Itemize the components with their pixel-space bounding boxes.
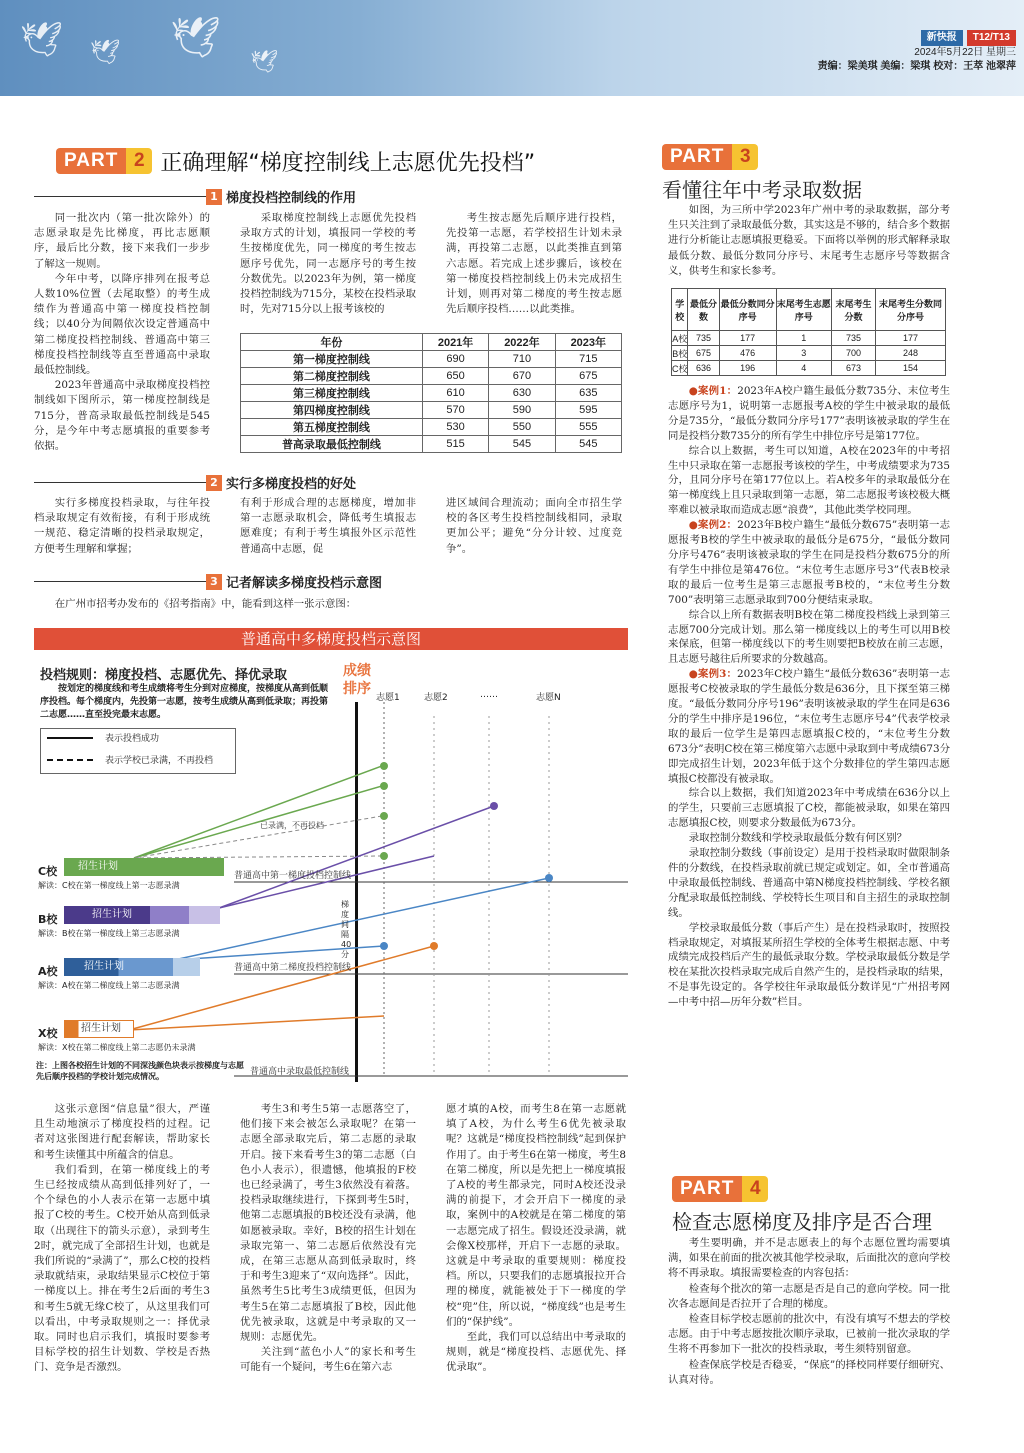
part4-heading [672,1176,768,1202]
school-note: 解读：A校在第二梯度线上第二志愿录满 [38,981,180,990]
paragraph: 这张示意图“信息量”很大，严谨且生动地演示了梯度投档的过程。记者对这张图进行配套解读，帮助家长和考生读懂其中所蕴含的信息。 [34,1103,210,1161]
p3-body [668,384,950,1010]
paragraph: 2023年C校户籍生“最低分数636”表明第一志愿报考C校被录取的学生最低分数是636分，且下探至第三梯度。“最低分数同分序号196”表明该被录取的学生在同是636分的学生中排序是196位，“末位考生志愿序号4”代表学校录取的最后一位学生是第四志愿填报C校的，“末位考生分数673分”表明C校在第三梯度第六志愿中录取到中考成绩673分即完成招生计划，2023年低于这个分数排位的学生第四志愿填报C校都没有被录取。 [668,668,950,785]
paragraph: 考生要明确，并不是志愿表上的每个志愿位置均需要填满，如果在前面的批次被其他学校录取，后面批次的意向学校将不再录取。填报需要检查的内容包括： [668,1237,950,1280]
paragraph: 有利于形成合理的志愿梯度，增加非第一志愿录取机会，降低考生填报志愿难度；有利于考生填报外区示范性普通高中志愿，促 [240,497,416,555]
part-number: 3 [732,144,758,170]
table-header: 末尾考生分数同分序号 [876,289,946,331]
s2-column1 [34,496,210,557]
part-title: 检查志愿梯度及排序是否合理 [672,1210,932,1234]
paragraph: 考生3和考生5第一志愿落空了，他们接下来会被怎么录取呢？在第一志愿全部录取完后，第二志愿的录取开启。接下来看考生3的第二志愿（白色小人表示），很遗憾，他填报的F校也已经录满了，考生3依然没有着落。投档录取继续进行，下探到考生5时，他第二志愿填报的B校还没有录满，他如愿被录取。幸好，B校的招生计划在录取完第一、第二志愿后依然没有完成，在第三志愿从高到低录取时，终于和考生3迎来了“双向选择”。因此，虽然考生5比考生3成绩更低，但因为考生5在第二志愿填报了B校，因此他优先被录取，这就是中考录取的又一规则：志愿优先。 [240,1103,416,1344]
part-number: 2 [126,148,152,174]
table-row: B校 675 476 3 700 248 [672,346,946,361]
s3-intro [34,597,624,612]
enrollment-plan-bar: 招生计划 [64,1020,134,1038]
dove-icon: 🕊 [250,50,278,75]
s2-column3 [446,496,622,557]
enrollment-plan-bar: 招生计划 [64,906,220,924]
part-title: 正确理解“梯度控制线上志愿优先投档” [160,150,536,176]
section-title: 记者解读多梯度投档示意图 [226,576,383,591]
paragraph: 在广州市招考办发布的《招考指南》中，能看到这样一张示意图： [54,598,357,610]
section-title: 梯度投档控制线的作用 [226,191,357,206]
paragraph: 2023年B校户籍生“最低分数675”表明第一志愿报考B校的学生中被录取的最低分是675分，“最低分数同分序号476”表明该被录取的学生在同是投档分数675分的所有学生中排位是第476位。“末位考生志愿序号3”代表B校录取的最后一位考生是第三志愿报考B校的，“末位考生分数700”表明第三志愿录取到700分便结束录取。 [668,519,951,606]
enrollment-plan-bar: 招生计划 [64,858,224,876]
axis-label: 成绩排序 [343,663,371,697]
table-header: 末尾考生分数 [831,289,875,331]
section-title: 实行多梯度投档的好处 [226,477,357,492]
s1-column1 [34,211,210,454]
admission-data-table [671,288,946,376]
enrollment-plan-bar: 招生计划 [64,958,200,976]
table-header: 学校 [672,289,688,331]
part3-heading [662,144,758,170]
issue-date: 2024年5月22日 星期三 [914,47,1016,58]
table-row: 第二梯度控制线 650 670 675 [241,368,622,385]
school-x [38,1022,196,1052]
paragraph: 综合以上数据，我们知道2023年中考成绩在636分以上的学生，只要前三志愿填报了C校，都能被录取，如果在第四志愿填报C校，则要求分数最低为673分。 [668,787,950,830]
lower-column3 [446,1102,626,1376]
lower-column2 [240,1102,416,1376]
case-label: ●案例2： [688,519,738,532]
table-header: 2023年 [555,334,621,351]
part-label: PART [662,144,732,170]
page-number: T12/T13 [967,30,1016,46]
part2-heading [56,148,535,174]
table-row: 第一梯度控制线 690 710 715 [241,351,622,368]
table-row: C校 636 196 4 673 154 [672,361,946,376]
gradient-line-label: 普通高中录取最低控制线 [250,1067,350,1077]
paragraph: 2023年A校户籍生最低分数735分、末位考生志愿序号为1，说明第一志愿报考A校的学生中被录取的最低分是735分，“最低分数同分序号177”表明该被录取的学生在同是投档分数735分的所有学生中排位序号是第177位。 [668,385,951,442]
school-name: B校 [38,913,58,926]
school-name: C校 [38,865,58,878]
volunteer-label: 志愿2 [424,693,448,703]
gradient-line-label: 普通高中第二梯度投档控制线 [234,963,352,973]
gap-note: 梯度间隔40分 [341,900,352,959]
school-a [38,960,180,990]
paragraph: 今年中考，以降序排列在报考总人数10%位置（去尾取整）的考生成绩作为普通高中第一梯度投档控制线；以40分为间隔依次设定普通高中第二梯度投档控制线、普通高中第三梯度投档控制线等直至普通高中录取最低控制线。 [34,272,210,377]
lower-column1 [34,1102,210,1376]
rule-text: 按划定的梯度线和考生成绩将考生分到对应梯度，按梯度从高到低顺序投档。每个梯度内，先投第一志愿，按考生成绩从高到低录取；再投第二志愿……直至投完最末志愿。 [40,684,329,720]
dove-icon: 🕊 [90,38,121,66]
section2-heading [34,473,356,492]
paragraph: 学校录取最低分数（事后产生）是在投档录取时，按照投档录取规定，对填报某所招生学校的全体考生根据志愿、中考成绩完成投档后产生的最低录取分数。学校录取最低分数是学校在某批次投档录取完成后自然产生的，是投档录取的结果，不是事先设定的。各学校往年录取最低分数详见“广州招考网—中考中招—历年分数”栏目。 [668,921,950,1009]
legend-item: 表示投档成功 [105,734,160,744]
figure-footnote: 注：上图各校招生计划的不同深浅颜色块表示按梯度与志愿先后顺序投档的学校计划完成情况。 [36,1061,244,1081]
s2-column2 [240,496,416,557]
paragraph: 进区域间合理流动；面向全市招生学校的各区考生投档控制线相同，录取更加公平；避免“分分计较、过度竞争”。 [446,497,622,555]
paragraph: 检查每个批次的第一志愿是否是自己的意向学校。同一批次各志愿间是否拉开了合理的梯度。 [668,1282,950,1310]
paragraph: 愿才填的A校，而考生8在第一志愿就填了A校，为什么考生6优先被录取呢？这就是“梯度投档控制线”起到保护作用了。由于考生6在第一梯度，考生8在第二梯度，所以是先把上一梯度填报了A校的考生都录完，同时A校还没录满的前提下，才会开启下一梯度的录取，案例中的A校就是在第二梯度的第一志愿完成了招生。假设还没录满，就会像X校那样，开启下一志愿的录取。这就是中考录取的重要规则：梯度投档。所以，只要我们的志愿填报拉开合理的梯度，就能被处于下一梯度的学校“兜”住，所以说，“梯度线”也是考生们的“保护线”。 [446,1103,626,1328]
table-row: 第三梯度控制线 610 630 635 [241,385,622,402]
table-header: 最低分数同分序号 [719,289,776,331]
paper-name: 新快报 [921,30,963,46]
table-header: 最低分数 [688,289,719,331]
dove-icon: 🕊 [20,20,64,60]
paragraph: 综合以上数据，考生可以知道，A校在2023年的中考招生中只录取在第一志愿报考该校的学生，中考成绩要求为735分，且同分序号在第177位以上。若A校多年的录取最低分在第一梯度线上且只录取到第一志愿，第二志愿报考该校极大概率难以被录取而造成志愿“浪费”，其他此类学校同理。 [668,444,950,517]
s1-column2 [240,211,416,317]
school-name: X校 [38,1027,58,1040]
table-header: 年份 [241,334,423,351]
full-note: 已录满，不再投档 [260,821,324,830]
school-note: 解读：B校在第一梯度线上第三志愿录满 [38,929,180,938]
volunteer-label: 志愿N [536,693,561,703]
table-header: 末尾考生志愿序号 [776,289,831,331]
paragraph: 检查保底学校是否稳妥，“保底”的择校同样要仔细研究、认真对待。 [668,1358,950,1386]
table-row: 普高录取最低控制线 515 545 545 [241,436,622,453]
school-note: 解读：X校在第二梯度线上第二志愿仍未录满 [38,1043,196,1052]
dove-icon: 🕊 [170,15,221,61]
p3-intro [668,203,950,279]
paragraph: 关注到“蓝色小人”的家长和考生可能有一个疑问，考生6在第六志 [240,1346,416,1374]
paragraph: 至此，我们可以总结出中考录取的规则，就是“梯度投档、志愿优先、择优录取”。 [446,1331,626,1374]
paragraph: 综合以上所有数据表明B校在第二梯度投档线上录到第三志愿700分完成计划。那么第一梯度线以上的考生可以用B校来保底，但第一梯度线以下的考生则要把B校放在前三志愿，且志愿号越往后所要求的分数越高。 [668,608,950,666]
paragraph: 录取控制分数线（事前设定）是用于投档录取时做限制条件的分数线，在投档录取前就已规定或划定。如，全市普通高中录取最低控制线、普通高中第N梯度投档控制线、学校名额分配录取最低控制线、学校特长生项目和自主招生的录取控制线。 [668,847,950,919]
table-row: 第五梯度控制线 530 550 555 [241,419,622,436]
volunteer-label: …… [480,690,498,700]
section-number: 3 [206,574,222,590]
s1-column3 [446,211,622,317]
part-title: 看懂往年中考录取数据 [662,178,862,202]
section-number: 2 [206,475,222,491]
section3-heading [34,572,382,591]
table-row: 第四梯度控制线 570 590 595 [241,402,622,419]
table-header: 2021年 [422,334,488,351]
legend-item: 表示学校已录满，不再投档 [105,756,214,766]
control-line-table [240,333,622,453]
page-header-info [818,30,1016,74]
part-number: 4 [742,1176,768,1202]
part-label: PART [672,1176,742,1202]
tiered-admission-diagram [34,656,628,1088]
editor-credits: 责编：梁美琪 美编：梁琪 校对：王萃 池翠萍 [817,61,1016,72]
paragraph: 考生按志愿先后顺序进行投档，先投第一志愿，若学校招生计划未录满，再投第二志愿，以此类推直到第六志愿。若完成上述步骤后，该校在第一梯度投档控制线上仍未完成招生计划，则再对第二梯度的考生按志愿先后顺序投档……以此类推。 [446,212,622,316]
volunteer-label: 志愿1 [376,693,400,703]
part-label: PART [56,148,126,174]
school-b [38,908,180,938]
case-label: ●案例1： [688,385,738,397]
section-number: 1 [206,189,222,205]
paragraph: 如图，为三所中学2023年广州中考的录取数据，部分考生只关注到了录取最低分数，其实这是不够的，结合多个数据进行分析能让志愿填报更稳妥。下面将以举例的形式解释录取最低分数、最低分数同分序号、末尾考生志愿序号等数据含义，供考生和家长参考。 [668,204,950,277]
paragraph: 我们看到，在第一梯度线上的考生已经按成绩从高到低排列好了，一个个绿色的小人表示在第一志愿中填报了C校的考生。C校开始从高到低录取（出现往下的箭头示意），录到考生2时，就完成了全部招生计划，也就是我们所说的“录满了”，那么C校的投档录取就结束，录取结果显示C校位于第一梯度以上。排在考生2后面的考生3和考生5就无缘C校了，从这里我们可以看出，中考录取规则之一：择优录取。同时也启示我们，填报时要参考目标学校的招生计划数、学校是否热门、竞争是否激烈。 [34,1163,210,1374]
school-note: 解读：C校在第一梯度线上第一志愿录满 [38,881,180,890]
gradient-line-label: 普通高中第一梯度投档控制线 [234,871,352,881]
table-header: 2022年 [489,334,555,351]
paragraph: 同一批次内（第一批次除外）的志愿录取是先比梯度，再比志愿顺序，最后比分数，接下来我们一步步了解这一规则。 [34,212,210,270]
p4-body [668,1236,950,1388]
school-c [38,860,180,890]
header-banner [0,0,1024,96]
rule-title: 投档规则：梯度投档、志愿优先、择优录取 [40,668,288,683]
school-name: A校 [38,965,58,978]
paragraph: 2023年普通高中录取梯度投档控制线如下图所示，第一梯度控制线是715分，普高录取最低控制线是545分，是今年中考志愿填报的重要参考依据。 [34,379,210,453]
case-label: ●案例3： [688,668,738,681]
table-row: A校 735 177 1 735 177 [672,331,946,346]
paragraph: 检查目标学校志愿前的批次中，有没有填写不想去的学校志愿。由于中考志愿按批次顺序录取，已被前一批次录取的学生将不再参加下一批次的投档录取，考生须特别留意。 [668,1313,950,1356]
paragraph: 录取控制分数线和学校录取最低分数有何区别？ [688,832,907,845]
paragraph: 实行多梯度投档录取，与往年投档录取规定有效衔接，有利于形成统一规范、稳定清晰的投档录取规定，方便考生理解和掌握； [34,497,210,555]
figure-title: 普通高中多梯度投档示意图 [34,628,628,650]
paragraph: 采取梯度控制线上志愿优先投档录取方式的计划，填报同一学校的考生按梯度优先，同一梯度的考生按志愿序号优先，同一志愿序号的考生按分数优先。以2023年为例，第一梯度投档控制线为715分，某校在投档录取时，先对715分以上报考该校的 [240,212,416,316]
section1-heading [34,187,356,206]
